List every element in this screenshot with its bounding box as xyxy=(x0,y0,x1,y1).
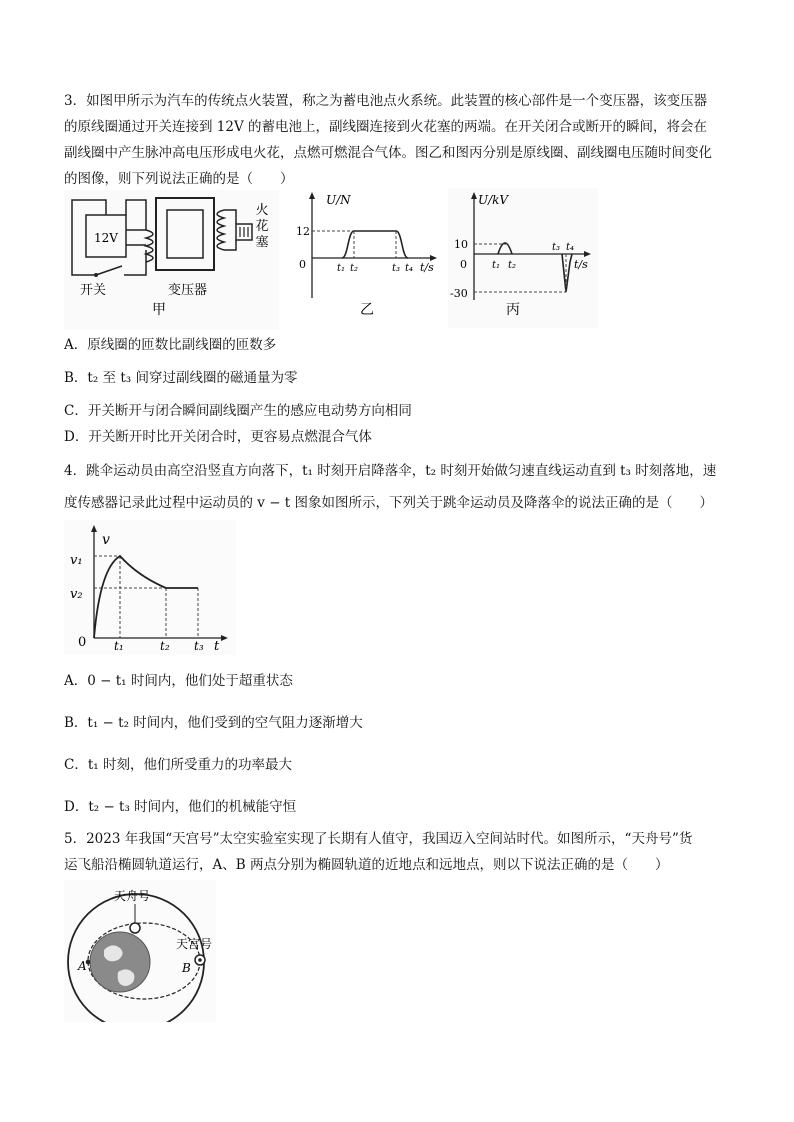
yi-t3: t₃ xyxy=(392,263,401,274)
spark-label-1: 火 xyxy=(255,203,269,218)
vt-t1-label: t₁ xyxy=(114,639,124,653)
yi-t1: t₁ xyxy=(337,263,346,274)
yi-t2: t₂ xyxy=(350,263,359,274)
battery-label: 12V xyxy=(94,231,118,245)
bing-tick-10: 10 xyxy=(454,238,468,251)
q3-option-c: C．开关断开与闭合瞬间副线圈产生的感应电动势方向相同 xyxy=(64,403,412,419)
vt-t3-label: t₃ xyxy=(194,639,204,653)
bing-t1: t₁ xyxy=(492,260,501,271)
spark-label-2: 花 xyxy=(255,219,269,234)
figure-yi-caption: 乙 xyxy=(360,302,374,318)
q3-option-d: D．开关断开时比开关闭合时，更容易点燃混合气体 xyxy=(64,429,372,445)
vt-v2-label: v₂ xyxy=(70,587,83,602)
bing-t2: t₂ xyxy=(508,260,517,271)
q5-figure-orbit xyxy=(64,880,216,1022)
yi-tick-12: 12 xyxy=(296,225,310,238)
q5-stem-line-2: 运飞船沿椭圆轨道运行，A、B 两点分别为椭圆轨道的近地点和远地点，则以下说法正确的是（ ） xyxy=(64,857,669,873)
vt-v1-label: v₁ xyxy=(70,553,83,568)
bing-t3: t₃ xyxy=(552,242,561,253)
bing-t4: t₄ xyxy=(566,242,575,253)
q3-stem-line-3: 副线圈中产生脉冲高电压形成电火花，点燃可燃混合气体。图乙和图丙分别是原线圈、副线圈电压随时间变化 xyxy=(64,145,712,161)
switch-label: 开关 xyxy=(80,283,107,298)
q4-option-c: C．t₁ 时刻，他们所受重力的功率最大 xyxy=(64,757,292,773)
tianzhou-spacecraft xyxy=(130,923,140,933)
q4-stem-line-2: 度传感器记录此过程中运动员的 v − t 图象如图所示，下列关于跳伞运动员及降落伞的说法正确的是（ ） xyxy=(64,495,714,511)
vt-y-axis-label: v xyxy=(102,532,110,548)
yi-origin: 0 xyxy=(299,258,306,271)
vt-t2-label: t₂ xyxy=(160,639,170,653)
vt-origin: 0 xyxy=(78,635,87,650)
yi-voltage-curve xyxy=(342,231,408,258)
bing-tick-neg30: -30 xyxy=(450,287,468,300)
q4-option-a: A．0 − t₁ 时间内，他们处于超重状态 xyxy=(64,673,293,689)
q4-option-b: B．t₁ − t₂ 时间内，他们受到的空气阻力逐渐增大 xyxy=(64,715,363,731)
transformer-label: 变压器 xyxy=(168,283,208,298)
yi-x-axis-label: t/s xyxy=(420,261,434,274)
q3-stem-line-4: 的图像，则下列说法正确的是（ ） xyxy=(64,171,294,187)
point-b-label: B xyxy=(182,961,191,975)
q4-stem-line-1: 4．跳伞运动员由高空沿竖直方向落下，t₁ 时刻开启降落伞，t₂ 时刻开始做匀速直线运动直到 t₃ 时刻落地，速 xyxy=(64,463,717,479)
bing-x-axis-label: t/s xyxy=(574,258,588,271)
q5-stem-line-1: 5．2023 年我国“天宫号”太空实验室实现了长期有人值守，我国迈入空间站时代。如图所示，“天舟号”货 xyxy=(64,831,693,847)
q3-figure-bing-graph xyxy=(448,188,598,328)
spark-label-3: 塞 xyxy=(255,235,269,250)
bing-y-axis-label: U/kV xyxy=(478,193,509,207)
q3-figure-jia-circuit xyxy=(64,190,279,330)
point-a-label: A xyxy=(78,959,87,973)
q3-option-a: A．原线圈的匝数比副线圈的匝数多 xyxy=(64,337,277,353)
figure-jia-caption: 甲 xyxy=(152,302,166,318)
q3-option-b: B．t₂ 至 t₃ 间穿过副线圈的磁通量为零 xyxy=(64,370,298,386)
vt-x-axis-label: t xyxy=(214,639,220,654)
yi-t4: t₄ xyxy=(405,263,414,274)
yi-y-axis-label: U/N xyxy=(326,193,351,207)
bing-origin: 0 xyxy=(460,258,467,271)
q3-figure-yi-graph xyxy=(292,188,442,328)
tiangong-label: 天宫号 xyxy=(176,937,213,951)
q3-stem-line-2: 的原线圈通过开关连接到 12V 的蓄电池上，副线圈连接到火花塞的两端。在开关闭合或断开的瞬间，将会在 xyxy=(64,119,708,135)
tianzhou-label: 天舟号 xyxy=(114,889,151,903)
q4-figure-vt-graph xyxy=(64,520,236,655)
q4-option-d: D．t₂ − t₃ 时间内，他们的机械能守恒 xyxy=(64,799,297,815)
figure-bing-caption: 丙 xyxy=(506,302,520,318)
q3-stem-line-1: 3．如图甲所示为汽车的传统点火装置，称之为蓄电池点火系统。此装置的核心部件是一个变压器，该变压器 xyxy=(64,93,708,109)
